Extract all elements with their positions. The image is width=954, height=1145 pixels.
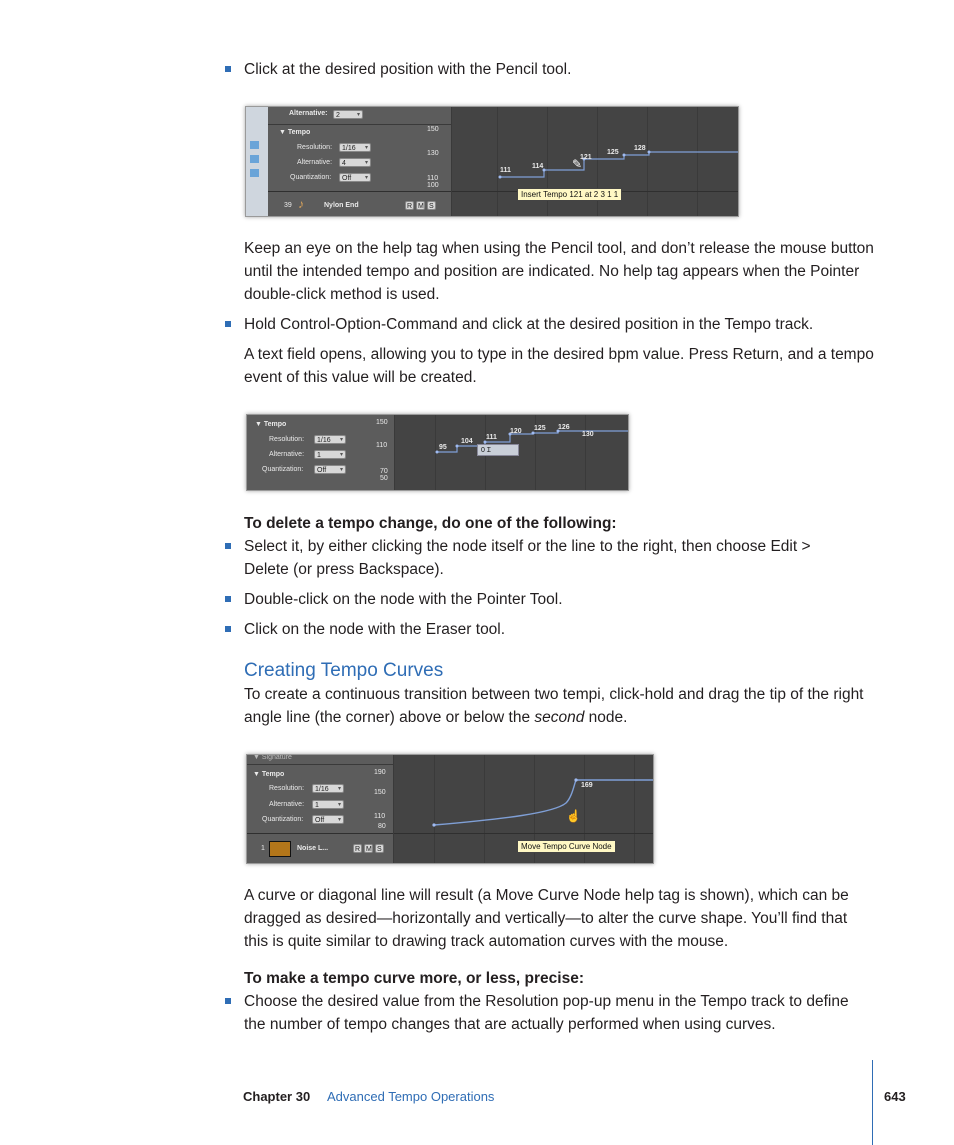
footer-divider	[872, 1060, 873, 1145]
scale-label: 50	[380, 475, 388, 482]
resolution-popup[interactable]: 1/16 ▾	[312, 784, 344, 793]
tempo-node	[648, 151, 651, 154]
tempo-lane[interactable]	[395, 415, 628, 490]
divider	[247, 833, 393, 834]
text-cursor-icon: Ɪ	[486, 447, 491, 454]
task-heading: To make a tempo curve more, or less, precise:	[244, 970, 584, 987]
track-name: ▼ Tempo	[253, 771, 285, 778]
lane-divider	[394, 833, 653, 834]
tempo-value: 120	[510, 428, 522, 435]
scale-label: 80	[378, 823, 386, 830]
tempo-curve-path	[434, 780, 653, 825]
region-name: Nylon End	[324, 202, 359, 209]
track-header	[247, 415, 395, 490]
paragraph: A curve or diagonal line will result (a Move Curve Node help tag is shown), which can be dragged as desired—horizontally and vertically—to alter the curve shape. You’ll find that this is quite similar to drawing track automation curves with the mouse.	[244, 887, 849, 950]
tempo-node	[499, 176, 502, 179]
bpm-input-field[interactable]: 0 Ɪ	[477, 444, 519, 456]
tempo-value: 130	[582, 431, 594, 438]
chapter-title-link[interactable]: Advanced Tempo Operations	[327, 1089, 495, 1104]
tempo-value: 95	[439, 444, 447, 451]
quantization-popup[interactable]: Off ▾	[339, 173, 371, 182]
resolution-popup[interactable]: 1/16 ▾	[314, 435, 346, 444]
scale-label: 190	[374, 769, 386, 776]
alternative-label: Alternative:	[289, 110, 328, 117]
record-button[interactable]: R	[355, 846, 361, 853]
tempo-value: 169	[581, 782, 593, 789]
mute-button[interactable]: M	[418, 203, 424, 210]
guitar-icon: ♪	[298, 197, 304, 211]
section-heading: Creating Tempo Curves	[244, 660, 444, 681]
divider	[268, 124, 451, 125]
bullet-text: Click on the node with the Eraser tool.	[244, 621, 506, 638]
region-name: Noise L...	[297, 845, 329, 852]
screenshot-pencil-tool	[245, 106, 739, 217]
track-header	[247, 755, 394, 863]
bullet-marker	[225, 626, 231, 632]
tempo-value: 111	[500, 167, 511, 174]
track-name: ▼ Tempo	[279, 129, 311, 136]
solo-button[interactable]: S	[375, 844, 384, 853]
divider	[268, 191, 451, 192]
scale-label: 100	[427, 182, 439, 189]
task-heading: To delete a tempo change, do one of the following:	[244, 515, 617, 532]
scale-label: 150	[374, 789, 386, 796]
instrument-icon	[269, 841, 291, 857]
bullet-marker	[225, 543, 231, 549]
bullet-text: Hold Control-Option-Command and click at the desired position in the Tempo track.	[244, 316, 814, 333]
tempo-value: 104	[461, 438, 473, 445]
tempo-curve	[394, 755, 653, 833]
scale-label: 150	[427, 126, 439, 133]
page-number: 643	[884, 1089, 906, 1104]
scale-label: 110	[427, 175, 439, 182]
scale-label: 110	[374, 813, 386, 820]
tool-icon[interactable]	[250, 155, 259, 163]
tempo-node	[623, 154, 626, 157]
paragraph: To create a continuous transition between two tempi, click-hold and drag the tip of the right angle line (the corner) above or below the second node.	[244, 686, 864, 726]
quantization-label: Quantization:	[262, 466, 304, 473]
tempo-lane[interactable]	[394, 755, 653, 863]
bullet-marker	[225, 66, 231, 72]
tempo-value: 125	[607, 149, 619, 156]
tempo-value: 125	[534, 425, 546, 432]
resolution-label: Resolution:	[297, 144, 333, 151]
chapter-label: Chapter 30	[243, 1089, 311, 1104]
bullet-marker	[225, 321, 231, 327]
alternative-popup[interactable]: 1 ▾	[314, 450, 346, 459]
quantization-label: Quantization:	[262, 816, 304, 823]
tool-icon[interactable]	[250, 141, 259, 149]
tempo-node	[456, 445, 459, 448]
tempo-line	[452, 107, 738, 191]
solo-button[interactable]: S	[427, 201, 436, 210]
quantization-label: Quantization:	[290, 174, 332, 181]
paragraph: A text field opens, allowing you to type in the desired bpm value. Press Return, and a tempo event of this value will be created.	[244, 346, 874, 386]
track-number: 39	[284, 202, 292, 209]
screenshot-tempo-curve	[246, 754, 654, 864]
tempo-lane[interactable]	[452, 107, 738, 216]
alternative-label: Alternative:	[297, 159, 333, 166]
scale-label: 70	[380, 468, 388, 475]
bullet-text: Double-click on the node with the Pointer Tool.	[244, 591, 563, 608]
scale-label: 130	[427, 150, 439, 157]
scale-label: 110	[376, 442, 388, 449]
quantization-popup[interactable]: Off ▾	[314, 465, 346, 474]
alternative-label: Alternative:	[269, 451, 305, 458]
tool-icon[interactable]	[250, 169, 259, 177]
hand-cursor-icon: ☝	[566, 809, 581, 823]
resolution-label: Resolution:	[269, 785, 305, 792]
record-button[interactable]: R	[407, 203, 413, 210]
signature-label: ▼ Signature	[253, 754, 292, 761]
divider	[247, 764, 393, 765]
track-name: ▼ Tempo	[255, 421, 287, 428]
tempo-value: 121	[580, 154, 592, 161]
alternative-popup[interactable]: 4 ▾	[339, 158, 371, 167]
tempo-node	[574, 778, 577, 781]
resolution-popup[interactable]: 1/16 ▾	[339, 143, 371, 152]
tempo-value: 111	[486, 434, 497, 441]
pencil-icon: ✎	[572, 157, 583, 171]
bullet-text: Select it, by either clicking the node itself or the line to the right, then choose Edit > Delete (or press Backspace).	[244, 538, 811, 578]
tempo-value: 126	[558, 424, 570, 431]
alternative-popup[interactable]: 1 ▾	[312, 800, 344, 809]
tempo-node	[432, 823, 435, 826]
quantization-popup[interactable]: Off ▾	[312, 815, 344, 824]
help-tag: Move Tempo Curve Node	[517, 840, 616, 853]
help-tag: Insert Tempo 121 at 2 3 1 1	[517, 188, 622, 201]
bullet-marker	[225, 998, 231, 1004]
bullet-text: Click at the desired position with the Pencil tool.	[244, 61, 572, 78]
mute-button[interactable]: M	[366, 846, 372, 853]
resolution-label: Resolution:	[269, 436, 305, 443]
alternative-top-popup[interactable]: 2 ▾	[333, 110, 363, 119]
alternative-label: Alternative:	[269, 801, 305, 808]
bullet-text: Choose the desired value from the Resolution pop-up menu in the Tempo track to define the number of tempo changes that are actually performed when using curves.	[244, 993, 849, 1033]
tempo-value: 128	[634, 145, 646, 152]
paragraph: Keep an eye on the help tag when using the Pencil tool, and don’t release the mouse button until the intended tempo and position are indicated. No help tag appears when the Pointer double-click method is used.	[244, 240, 874, 303]
bullet-marker	[225, 596, 231, 602]
track-number: 1	[261, 845, 265, 852]
screenshot-text-field	[246, 414, 629, 491]
scale-label: 150	[376, 419, 388, 426]
track-header	[246, 107, 452, 216]
tempo-value: 114	[532, 163, 544, 170]
